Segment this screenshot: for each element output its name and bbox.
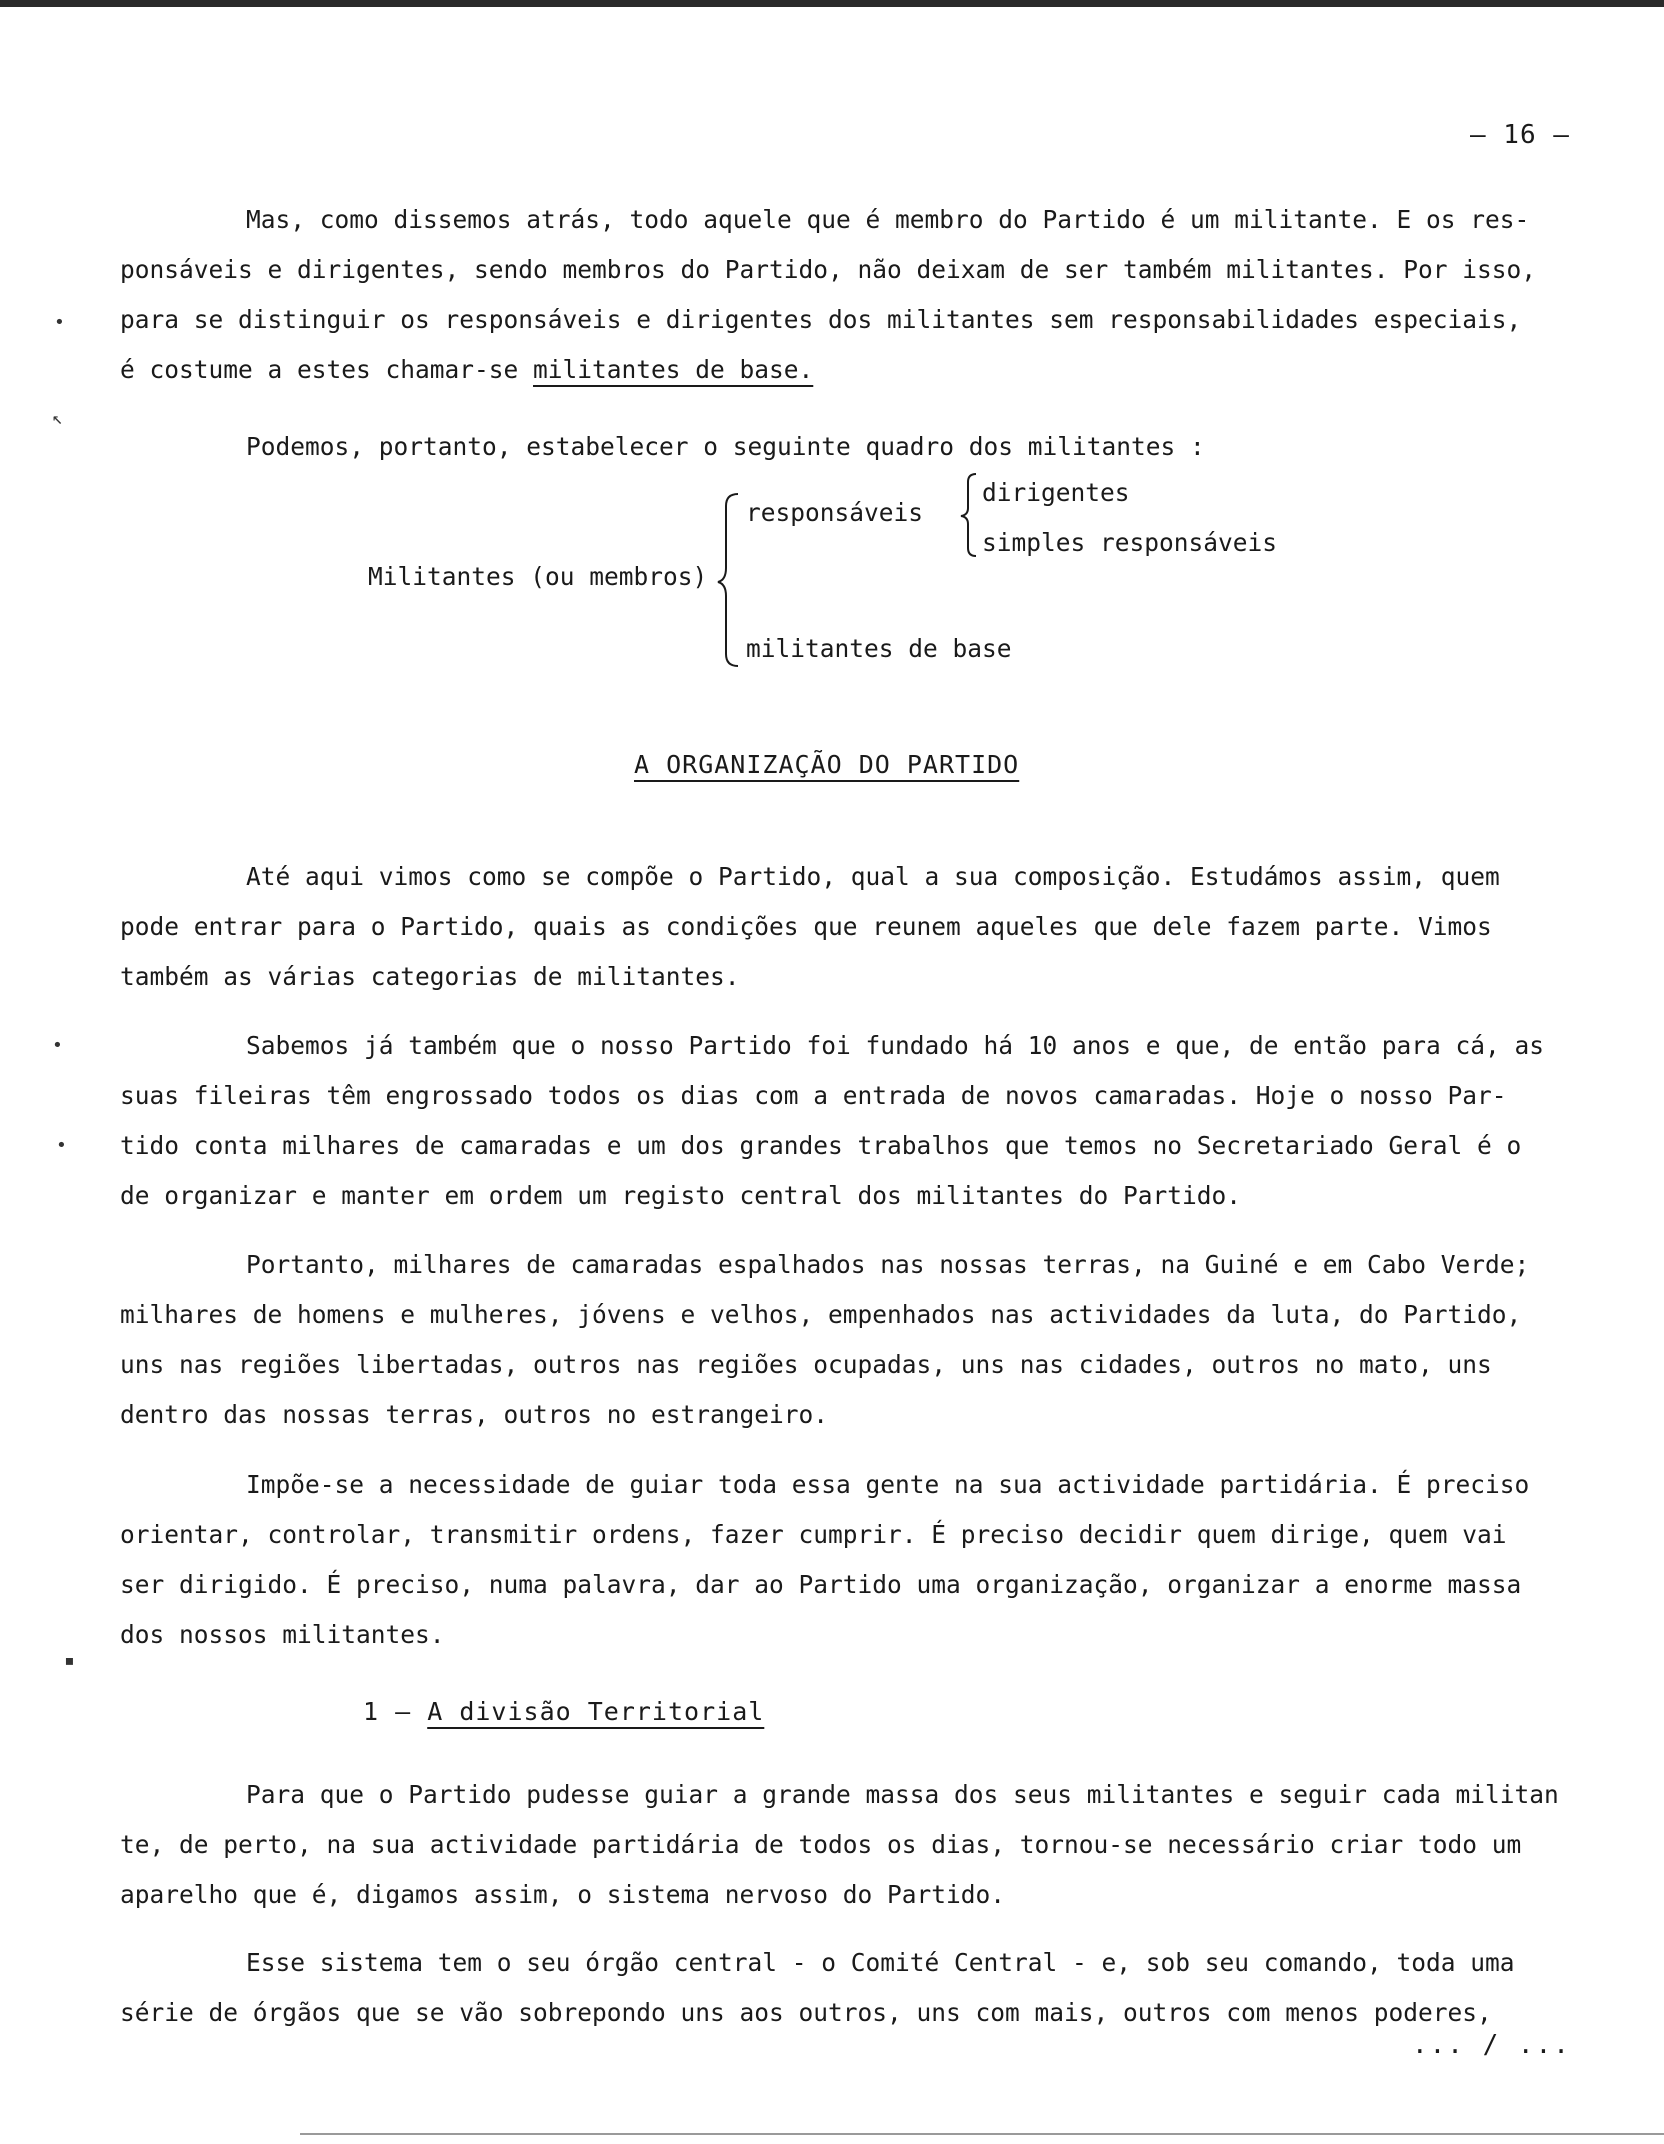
text-line: Podemos, portanto, estabelecer o seguinte quadro dos militantes : — [246, 432, 1205, 461]
text-line: ser dirigido. É preciso, numa palavra, dar ao Partido uma organização, organizar a enorme massa — [120, 1570, 1522, 1599]
paragraph-4 — [120, 1021, 1610, 1221]
text-line: dos nossos militantes. — [120, 1620, 445, 1649]
section-title: A divisão Territorial — [427, 1697, 765, 1726]
page-number: – 16 – — [1470, 120, 1570, 150]
text-line — [120, 345, 1610, 395]
tree-leaf-simples-responsaveis: simples responsáveis — [982, 528, 1278, 557]
paragraph-8 — [120, 1938, 1610, 2038]
text-line: de organizar e manter em ordem um registo central dos militantes do Partido. — [120, 1181, 1242, 1210]
tree-branch-responsaveis: responsáveis — [746, 498, 924, 527]
text-line: Sabemos já também que o nosso Partido foi fundado há 10 anos e que, de então para cá, as — [246, 1031, 1545, 1060]
paragraph-5 — [120, 1240, 1610, 1440]
tree-leaf-dirigentes: dirigentes — [982, 478, 1130, 507]
paragraph-6 — [120, 1460, 1610, 1660]
text-line: Até aqui vimos como se compõe o Partido, qual a sua composição. Estudámos assim, quem — [246, 862, 1500, 891]
paragraph-2 — [120, 422, 1610, 472]
text-line: milhares de homens e mulheres, jóvens e velhos, empenhados nas actividades da luta, do Partido, — [120, 1300, 1522, 1329]
scan-mark-icon: • — [54, 312, 65, 333]
text-line: aparelho que é, digamos assim, o sistema nervoso do Partido. — [120, 1880, 1006, 1909]
scan-mark-icon: ▪ — [64, 1650, 75, 1671]
paragraph-7 — [120, 1770, 1610, 1920]
text-line: uns nas regiões libertadas, outros nas regiões ocupadas, uns nas cidades, outros no mato, uns — [120, 1350, 1492, 1379]
scan-mark-icon: ↖ — [52, 408, 63, 429]
scan-mark-icon: • — [52, 1035, 63, 1056]
continuation-marker: ... / ... — [1412, 2030, 1571, 2060]
text-line: Mas, como dissemos atrás, todo aquele que é membro do Partido é um militante. E os res- — [246, 205, 1530, 234]
text-line: pode entrar para o Partido, quais as condições que reunem aqueles que dele fazem parte. Vimos — [120, 912, 1492, 941]
text-line: tido conta milhares de camaradas e um dos grandes trabalhos que temos no Secretariado Geral é o — [120, 1131, 1522, 1160]
text-line: para se distinguir os responsáveis e dirigentes dos militantes sem responsabilidades especiais, — [120, 305, 1522, 334]
text-fragment: é costume a estes chamar-se — [120, 355, 534, 384]
text-line: dentro das nossas terras, outros no estrangeiro. — [120, 1400, 829, 1429]
text-line: te, de perto, na sua actividade partidária de todos os dias, tornou-se necessário criar todo um — [120, 1830, 1522, 1859]
bottom-scan-edge — [300, 2133, 1664, 2135]
paragraph-3 — [120, 852, 1610, 1002]
paragraph-1 — [120, 195, 1610, 395]
scan-mark-icon: • — [56, 1135, 67, 1156]
section-heading-organizacao: A ORGANIZAÇÃO DO PARTIDO — [634, 750, 1020, 779]
text-line: Portanto, milhares de camaradas espalhados nas nossas terras, na Guiné e em Cabo Verde; — [246, 1250, 1530, 1279]
text-line: Esse sistema tem o seu órgão central - o Comité Central - e, sob seu comando, toda uma — [246, 1948, 1515, 1977]
text-line: série de órgãos que se vão sobrepondo uns aos outros, uns com mais, outros com menos poderes, — [120, 1998, 1492, 2027]
tree-root-label: Militantes (ou membros) — [368, 562, 708, 591]
text-line: suas fileiras têm engrossado todos os dias com a entrada de novos camaradas. Hoje o nosso Par- — [120, 1081, 1507, 1110]
text-line: também as várias categorias de militantes. — [120, 962, 740, 991]
left-brace-icon — [958, 470, 982, 560]
text-line: Para que o Partido pudesse guiar a grande massa dos seus militantes e seguir cada militan — [246, 1780, 1559, 1809]
text-line: orientar, controlar, transmitir ordens, fazer cumprir. É preciso decidir quem dirige, quem vai — [120, 1520, 1507, 1549]
text-line: ponsáveis e dirigentes, sendo membros do Partido, não deixam de ser também militantes. Por isso, — [120, 255, 1537, 284]
text-line: Impõe-se a necessidade de guiar toda essa gente na sua actividade partidária. É preciso — [246, 1470, 1530, 1499]
militants-classification-tree — [0, 470, 1664, 680]
left-brace-icon — [716, 490, 746, 670]
section-number: 1 – — [363, 1697, 428, 1726]
section-heading-divisao-territorial — [363, 1697, 764, 1726]
tree-branch-militantes-de-base: militantes de base — [746, 634, 1012, 663]
underlined-term: militantes de base. — [533, 355, 814, 384]
